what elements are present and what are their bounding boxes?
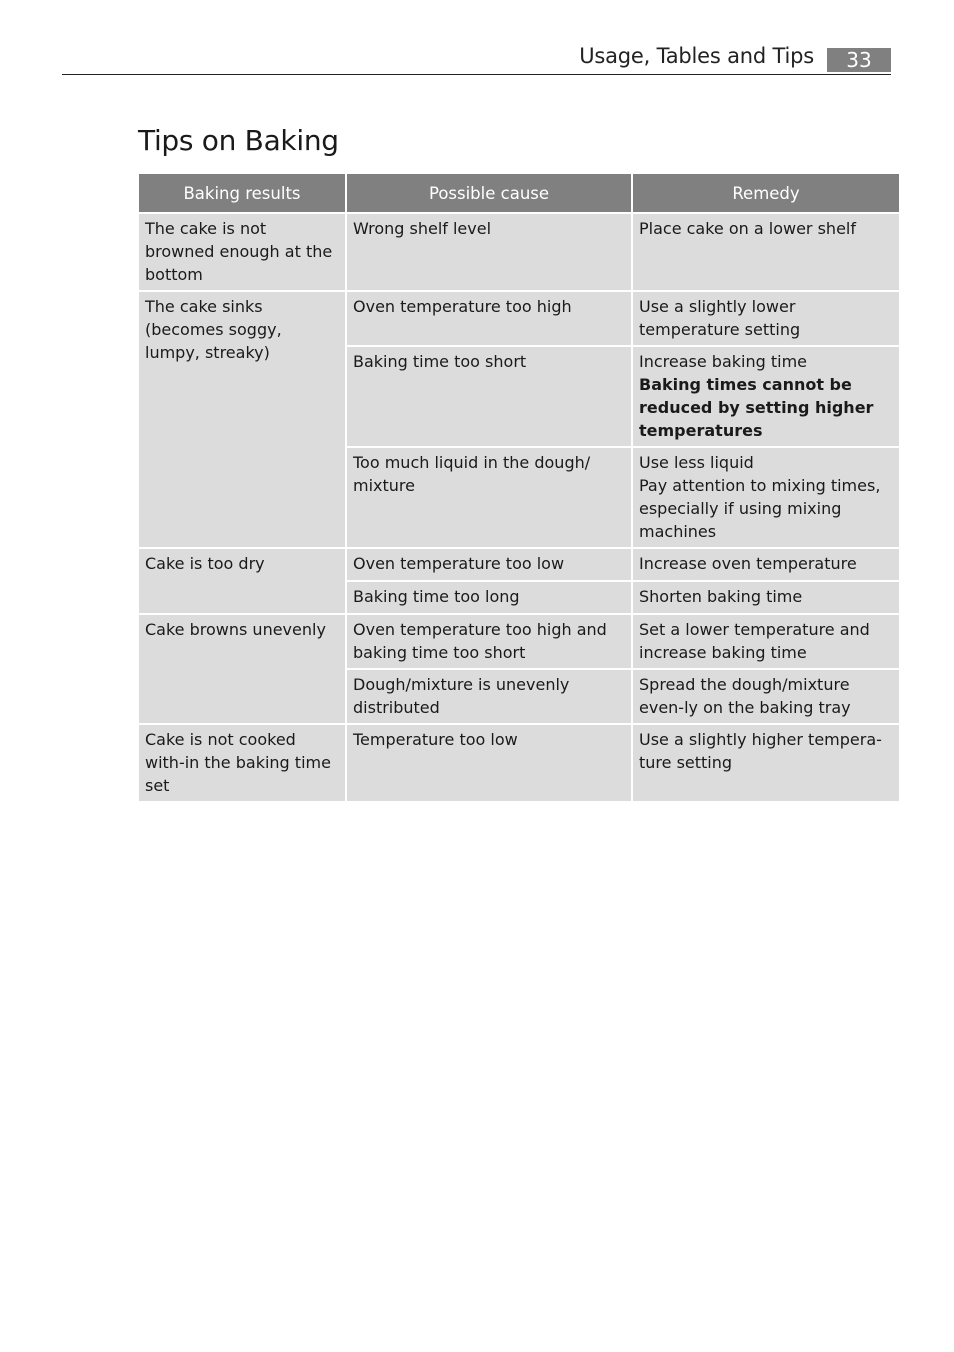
column-header-baking-results: Baking results <box>139 174 345 212</box>
page-number-badge: 33 <box>827 48 891 72</box>
result-cell: The cake is not browned enough at the bottom <box>139 214 345 290</box>
table-row <box>139 549 899 580</box>
page-title: Tips on Baking <box>138 124 339 157</box>
cause-cell: Oven temperature too low <box>347 549 631 580</box>
remedy-cell: Increase oven temperature <box>633 549 899 580</box>
table-header-row <box>139 174 899 212</box>
result-cell: Cake browns unevenly <box>139 615 345 723</box>
table-row <box>139 725 899 801</box>
result-cell: Cake is not cooked with-in the baking time set <box>139 725 345 801</box>
remedy-cell: Use a slightly lower temperature setting <box>633 292 899 345</box>
remedy-cell <box>633 448 899 547</box>
column-header-remedy: Remedy <box>633 174 899 212</box>
result-cell: The cake sinks (becomes soggy, lumpy, streaky) <box>139 292 345 547</box>
cause-cell: Too much liquid in the dough/ mixture <box>347 448 631 547</box>
baking-tips-table <box>137 172 901 803</box>
cause-cell: Baking time too short <box>347 347 631 446</box>
column-header-possible-cause: Possible cause <box>347 174 631 212</box>
section-title: Usage, Tables and Tips <box>579 44 814 68</box>
cause-cell: Dough/mixture is unevenly distributed <box>347 670 631 723</box>
table-row <box>139 615 899 668</box>
cause-cell: Wrong shelf level <box>347 214 631 290</box>
result-cell: Cake is too dry <box>139 549 345 613</box>
table-row <box>139 214 899 290</box>
remedy-cell: Spread the dough/mixture even-ly on the baking tray <box>633 670 899 723</box>
remedy-cell: Set a lower temperature and increase baking time <box>633 615 899 668</box>
remedy-text: Increase baking time <box>639 352 807 371</box>
table-row <box>139 292 899 345</box>
remedy-cell: Place cake on a lower shelf <box>633 214 899 290</box>
cause-cell: Oven temperature too high <box>347 292 631 345</box>
remedy-cell <box>633 347 899 446</box>
remedy-cell: Shorten baking time <box>633 582 899 613</box>
cause-cell: Oven temperature too high and baking time too short <box>347 615 631 668</box>
cause-cell: Temperature too low <box>347 725 631 801</box>
cause-cell: Baking time too long <box>347 582 631 613</box>
remedy-extra: Pay attention to mixing times, especially if using mixing machines <box>639 476 881 541</box>
header-divider <box>62 74 891 75</box>
remedy-note: Baking times cannot be reduced by setting higher temperatures <box>639 375 874 440</box>
remedy-cell: Use a slightly higher tempera-ture setting <box>633 725 899 801</box>
remedy-text: Use less liquid <box>639 453 754 472</box>
